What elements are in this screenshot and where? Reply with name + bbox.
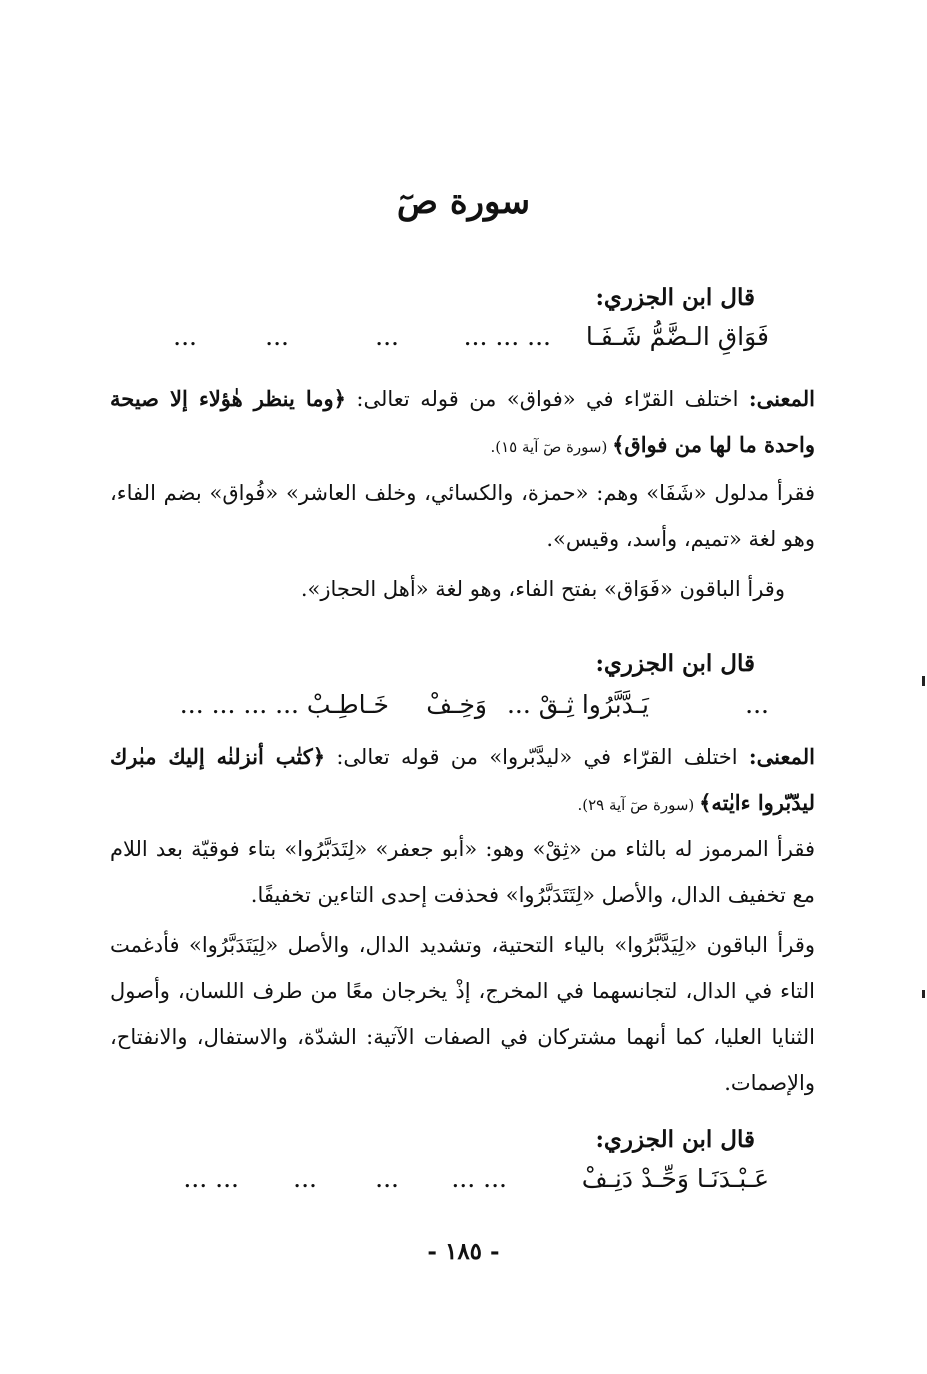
- section-2-heading: قال ابن الجزري:: [595, 650, 755, 677]
- section-1-heading: قال ابن الجزري:: [595, 284, 755, 311]
- section-2-paragraph-2: فقرأ المرموز له بالثاء من «ثِقْ» وهو: «أبو جعفر» «لِتَدَبَّرُوا» بتاء فوقيّة بعد اللام مع تخفيف الدال، والأصل «لِتَتَدَبَّرُوا» فحذفت إحدى التاءين تخفيفًا.: [110, 837, 815, 907]
- verse-part: ...: [293, 1164, 317, 1193]
- surah-reference: (سورة صٓ آية ١٥).: [490, 438, 613, 456]
- verse-part: يَـدَّبَّرُوا ثِـقْ ...: [506, 690, 649, 719]
- section-2-paragraph-3: وقرأ الباقون «لِيَدَّبَّرُوا» بالياء التحتية، وتشديد الدال، والأصل «لِيَتَدَبَّرُوا» فأدغمت التاء في الدال، لتجانسهما في المخرج، إذْ يخرجان معًا من طرف اللسان، وأصول الثنايا العليا، كما أنهما مشتركان في الصفات الآتية: الشدّة، والاستفال، والانفتاح، والإصمات.: [110, 933, 815, 1095]
- section-1-verse: [160, 322, 769, 356]
- section-1-paragraph-1: [110, 376, 815, 470]
- paragraph-text: اختلف القرّاء في «ليدَّبّروا» من قوله تعالى:: [325, 745, 749, 769]
- page-title: سورة صٓ: [396, 182, 531, 222]
- verse-part: فَوَاقِ الـضَّمُّ شَـفَـا: [585, 322, 769, 351]
- verse-part: ...: [745, 690, 769, 719]
- section-3-verse: [160, 1164, 769, 1198]
- verse-part: ...: [265, 322, 289, 351]
- verse-part: ... ... ... ...: [179, 690, 299, 719]
- verse-part: ... ... ...: [463, 322, 551, 351]
- verse-part: ... ...: [451, 1164, 507, 1193]
- paragraph-text: اختلف القرّاء في «فواق» من قوله تعالى:: [345, 387, 749, 411]
- verse-part: خَـاطِـبْ: [306, 690, 389, 719]
- verse-part: ...: [173, 322, 197, 351]
- surah-reference: (سورة صٓ آية ٢٩).: [577, 796, 700, 814]
- verse-part: ...: [375, 322, 399, 351]
- meaning-label: المعنى:: [748, 744, 815, 769]
- section-2-paragraph-1: [110, 734, 815, 828]
- quran-quote: ﴿وما ينظر هٰؤلاء إلا صيحة واحدة ما لها من فواق﴾: [110, 386, 815, 457]
- section-2-verse: [160, 690, 769, 724]
- verse-part: عَـبْـدَنَـا وَحِّـدْ دَنِـفْ: [581, 1164, 769, 1193]
- section-1-paragraph-3: وقرأ الباقون «فَوَاق» بفتح الفاء، وهو لغة «أهل الحجاز».: [300, 577, 785, 601]
- verse-part: ...: [375, 1164, 399, 1193]
- verse-part: وَخِـفْ: [426, 690, 487, 719]
- meaning-label: المعنى:: [748, 386, 815, 411]
- quran-quote: ﴿كتٰب أنزلنٰه إليك مبٰرك ليدّبّروا ءايٰته﴾: [110, 744, 815, 815]
- scan-mark: [922, 990, 925, 998]
- section-3-heading: قال ابن الجزري:: [595, 1126, 755, 1153]
- scan-mark: [922, 676, 925, 686]
- verse-part: ... ...: [183, 1164, 239, 1193]
- page-number: - ١٨٥ -: [427, 1238, 500, 1265]
- section-1-paragraph-2: فقرأ مدلول «شَفَا» وهم: «حمزة، والكسائي، وخلف العاشر» «فُواق» بضم الفاء، وهو لغة «تميم، وأسد، وقيس».: [110, 481, 815, 551]
